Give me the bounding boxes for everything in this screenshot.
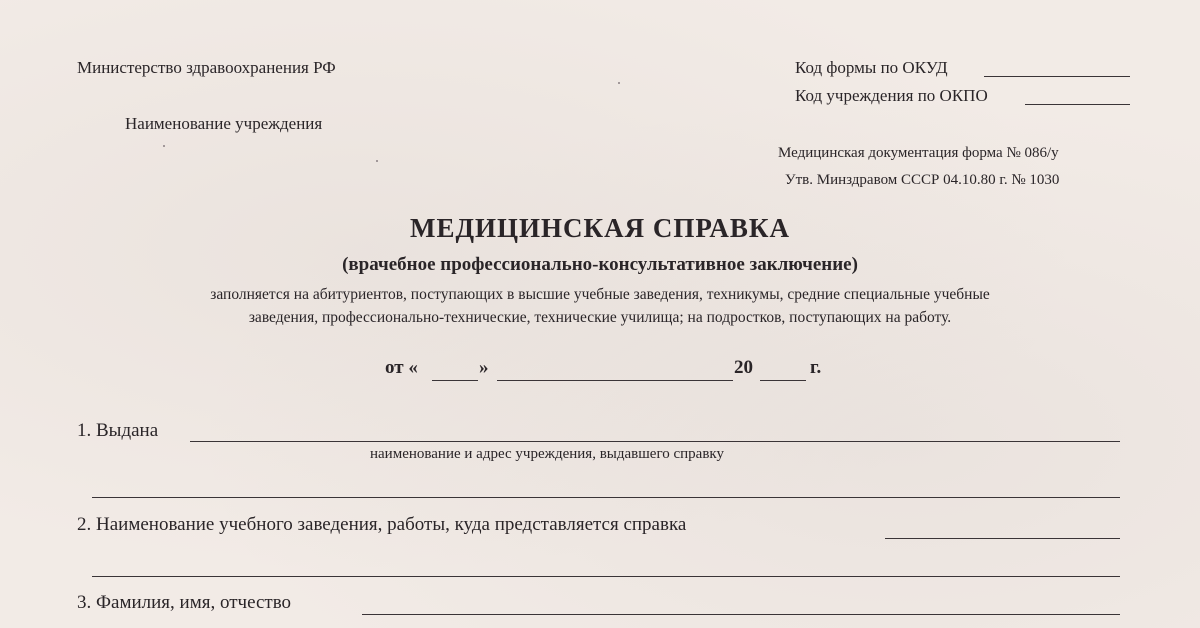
field-issued-line[interactable] <box>190 441 1120 442</box>
paper-speck <box>376 160 378 162</box>
ministry-name: Министерство здравоохранения РФ <box>77 58 336 77</box>
okpo-label: Код учреждения по ОКПО <box>795 86 988 105</box>
field-destination-label: 2. Наименование учебного заведения, работы, куда представляется справка <box>77 514 687 535</box>
okpo-line <box>1025 104 1130 105</box>
field-issued-line-2[interactable] <box>92 497 1120 498</box>
date-prefix: от « <box>385 357 418 378</box>
paper-speck <box>163 145 165 147</box>
field-destination-line[interactable] <box>885 538 1120 539</box>
date-suffix: г. <box>810 357 822 378</box>
date-month-field[interactable] <box>497 380 733 381</box>
document-title: МЕДИЦИНСКАЯ СПРАВКА <box>409 213 791 243</box>
description-line-2: заведения, профессионально-технические, технические училища; на подростков, поступающих на работу. <box>248 309 952 326</box>
description-line-1: заполняется на абитуриентов, поступающих в высшие учебные заведения, техникумы, средние специальные учебные <box>210 286 990 303</box>
field-destination-line-2[interactable] <box>92 576 1120 577</box>
paper-speck <box>618 82 620 84</box>
okud-line <box>984 76 1130 77</box>
field-issued-label: 1. Выдана <box>77 420 159 441</box>
form-number: Медицинская документация форма № 086/у <box>778 145 1059 161</box>
approval-note: Утв. Минздравом СССР 04.10.80 г. № 1030 <box>785 172 1060 188</box>
date-day-field[interactable] <box>432 380 478 381</box>
okud-label: Код формы по ОКУД <box>795 58 948 77</box>
date-year-field[interactable] <box>760 380 806 381</box>
field-fullname-label: 3. Фамилия, имя, отчество <box>77 592 292 613</box>
date-quote-close: » <box>479 357 489 378</box>
date-year-prefix: 20 <box>734 357 753 378</box>
field-issued-caption: наименование и адрес учреждения, выдавшего справку <box>370 446 724 462</box>
institution-label: Наименование учреждения <box>125 114 323 133</box>
field-fullname-line[interactable] <box>362 614 1120 615</box>
document-subtitle: (врачебное профессионально-консультативное заключение) <box>342 254 858 275</box>
